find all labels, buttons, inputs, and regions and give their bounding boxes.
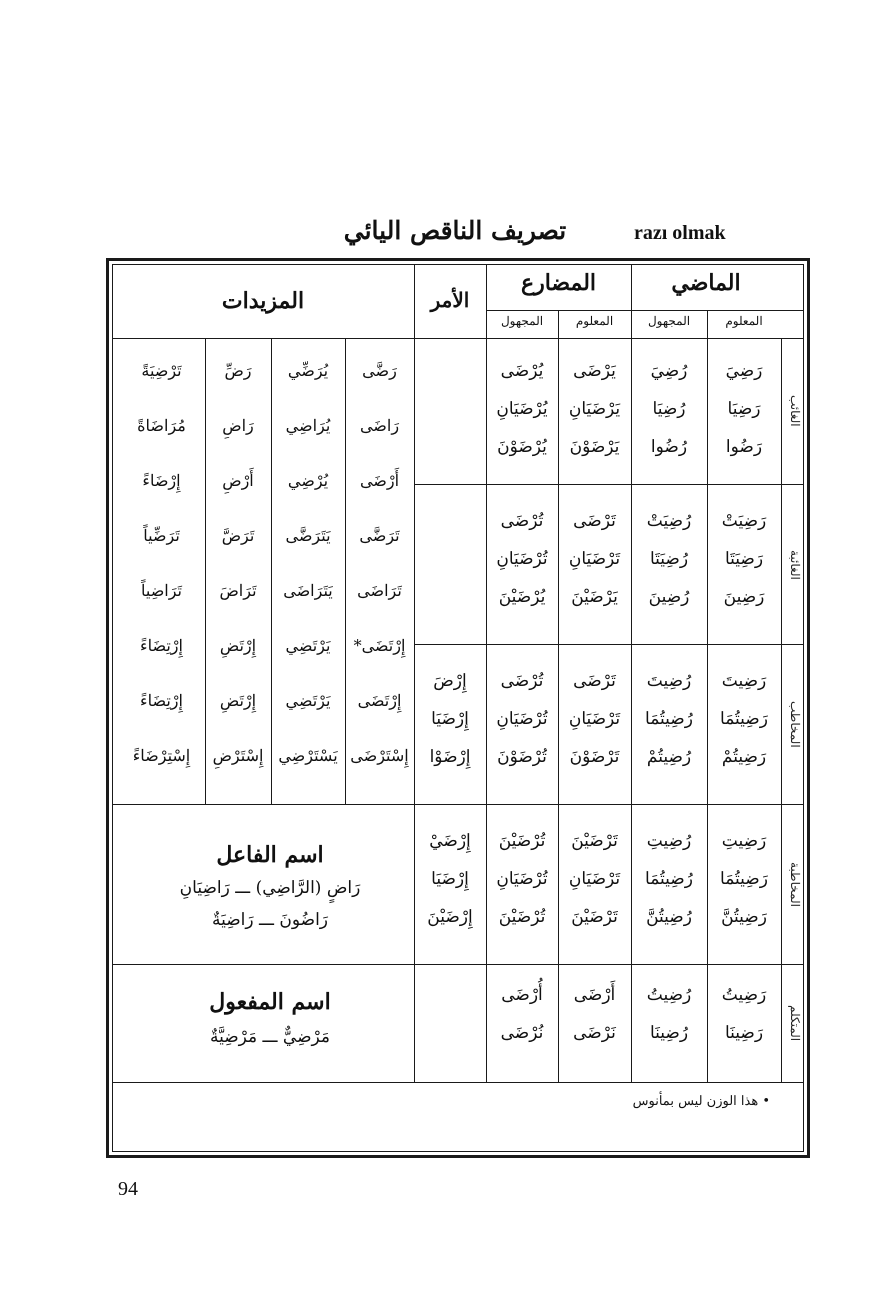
conj-cell-madi-majhul: رُضِينَا xyxy=(649,1023,689,1043)
conj-cell-madi-malum: رَضِيتُمَا xyxy=(720,869,768,889)
ism-maful-title: اسم المفعول xyxy=(209,989,331,1015)
latin-title: razı olmak xyxy=(634,222,726,244)
row-divider-2 xyxy=(414,644,804,645)
conj-cell-madi-majhul: رُضِيتَ xyxy=(646,671,692,691)
row-divider-4 xyxy=(112,964,804,965)
conj-cell-madi-majhul: رُضُوا xyxy=(650,437,688,457)
conj-cell-mudari-malum: أَرْضَى xyxy=(573,985,616,1005)
mazid-cell-col1: أَرْضَى xyxy=(359,471,400,490)
mazid-cell-col3: تَرَضَّ xyxy=(221,526,255,545)
conj-cell-mudari-malum: تَرْضَى xyxy=(573,511,616,531)
conj-cell-madi-malum: رَضِيَتَا xyxy=(724,549,764,569)
side-label-mukhatab: المخاطب xyxy=(788,701,802,748)
mazid-cell-col3: رَاضِ xyxy=(222,416,254,435)
mazid-cell-col2: يَتَرَاضَى xyxy=(283,581,333,600)
conj-cell-mudari-malum: تَرْضَيَانِ xyxy=(568,549,621,569)
conj-cell-madi-majhul: رُضِيتِ xyxy=(646,831,692,851)
mazid-cell-col3: إِرْتَضِ xyxy=(219,691,257,710)
conj-cell-madi-majhul: رُضِيتُنَّ xyxy=(646,907,692,927)
side-label-mutakallim: المتكلم xyxy=(788,1004,802,1042)
mazid-cell-col2: يُرَضِّي xyxy=(287,361,329,380)
mazid-cell-col4: إِرْتِضَاءً xyxy=(140,691,183,710)
mazid-cell-col4: إِرْضَاءً xyxy=(142,471,181,490)
conj-cell-madi-majhul: رُضِيَتَا xyxy=(649,549,689,569)
conj-cell-mudari-majhul: يُرْضَيَانِ xyxy=(496,399,548,419)
conj-cell-madi-malum: رَضِيتُ xyxy=(721,985,767,1005)
conj-cell-madi-majhul: رُضِينَ xyxy=(648,587,690,607)
header-mudari: المضارع xyxy=(520,270,597,296)
mazid-cell-col1: رَضَّى xyxy=(362,361,397,380)
mazid-cell-col3: إِرْتَضِ xyxy=(219,636,257,655)
conj-cell-mudari-malum: تَرْضَيَانِ xyxy=(568,709,621,729)
conj-cell-amr: إِرْضَوْا xyxy=(429,747,471,767)
conj-cell-madi-malum: رَضِيَتْ xyxy=(721,511,767,531)
mazid-cell-col4: تَرَضِّياً xyxy=(143,526,180,545)
conj-cell-mudari-majhul: تُرْضَيَانِ xyxy=(496,549,548,569)
subheader-mudari-malum: المعلوم xyxy=(575,314,614,328)
conj-cell-mudari-malum: تَرْضَيَانِ xyxy=(568,869,621,889)
mazid-cell-col2: يُرَاضِي xyxy=(285,416,331,435)
conj-cell-amr: إِرْضَيْنَ xyxy=(427,907,473,927)
side-label-ghaiba: الغائبة xyxy=(788,549,802,580)
header-amr: الأمر xyxy=(430,288,470,312)
mazid-cell-col2: يَرْتَضِي xyxy=(285,636,331,655)
row-divider-1 xyxy=(414,484,804,485)
conj-cell-madi-malum: رَضِيتِ xyxy=(721,831,767,851)
conj-cell-mudari-majhul: أُرْضَى xyxy=(501,985,543,1005)
row-divider-3 xyxy=(112,804,804,805)
side-label-mukhataba: المخاطبة xyxy=(788,862,802,907)
conj-cell-madi-majhul: رُضِيتُ xyxy=(646,985,692,1005)
conj-cell-madi-malum: رَضِينَا xyxy=(724,1023,764,1043)
conj-cell-madi-malum: رَضِيَا xyxy=(727,399,761,419)
conj-cell-madi-malum: رَضِيَ xyxy=(725,361,763,381)
conj-cell-mudari-malum: تَرْضَى xyxy=(573,671,616,691)
conj-cell-madi-malum: رَضِيتُمْ xyxy=(721,747,767,767)
conj-cell-mudari-majhul: يُرْضَيْنَ xyxy=(498,587,546,607)
conj-cell-mudari-malum: تَرْضَوْنَ xyxy=(569,747,620,767)
mazid-cell-col3: أَرْضِ xyxy=(222,471,254,490)
mazid-cell-col3: تَرَاضَ xyxy=(219,581,257,600)
mazid-cell-col4: إِسْتِرْضَاءً xyxy=(132,746,191,765)
conj-cell-madi-majhul: رُضِيَا xyxy=(652,399,686,419)
conj-cell-mudari-majhul: تُرْضَيَانِ xyxy=(496,709,548,729)
conj-cell-mudari-malum: تَرْضَيْنَ xyxy=(571,831,618,851)
conj-cell-mudari-malum: يَرْضَيَانِ xyxy=(568,399,621,419)
conj-cell-madi-majhul: رُضِيتُمَا xyxy=(645,709,693,729)
mazid-cell-col1: إِسْتَرْضَى xyxy=(350,746,409,765)
subheader-line xyxy=(486,310,804,311)
subheader-mudari-majhul: المجهول xyxy=(500,314,544,328)
mazid-cell-col1: إِرْتَضَى* xyxy=(353,636,406,655)
conj-cell-mudari-majhul: يُرْضَوْنَ xyxy=(497,437,547,457)
mazid-cell-col4: تَرَاضِياً xyxy=(140,581,182,600)
mazid-cell-col1: تَرَضَّى xyxy=(359,526,400,545)
conj-cell-madi-malum: رَضِيتَ xyxy=(721,671,767,691)
ism-fail-block xyxy=(140,838,400,936)
conj-cell-mudari-majhul: تُرْضَى xyxy=(500,671,544,691)
page-title: تصريف الناقص اليائي xyxy=(343,216,567,245)
mazid-cell-col4: مُرَاضَاةً xyxy=(137,416,186,435)
header-madi: الماضي xyxy=(671,270,741,296)
mazid-cell-col2: يُرْضِي xyxy=(287,471,329,490)
conj-cell-madi-malum: رَضِينَ xyxy=(723,587,765,607)
mazid-cell-col4: تَرْضِيَةً xyxy=(141,361,182,380)
conj-cell-mudari-malum: يَرْضَوْنَ xyxy=(569,437,620,457)
mazid-cell-col1: إِرْتَضَى xyxy=(357,691,402,710)
conj-cell-mudari-majhul: تُرْضَيْنَ xyxy=(498,831,546,851)
conj-cell-mudari-majhul: تُرْضَوْنَ xyxy=(497,747,547,767)
ism-fail-line1: رَاضٍ (الرَّاضِي) ـــ رَاضِيَانِ xyxy=(179,878,361,898)
conj-cell-mudari-malum: يَرْضَيْنَ xyxy=(571,587,618,607)
mazid-cell-col4: إِرْتِضَاءً xyxy=(140,636,183,655)
ism-maful-block xyxy=(140,984,400,1054)
ism-maful-line1: مَرْضِيٌّ ـــ مَرْضِيَّةٌ xyxy=(209,1027,330,1047)
mazid-cell-col2: يَرْتَضِي xyxy=(285,691,331,710)
conj-cell-amr: إِرْضَيْ xyxy=(429,831,471,851)
conj-cell-madi-majhul: رُضِيَتْ xyxy=(646,511,692,531)
header-bottom-line xyxy=(112,338,804,339)
row-divider-5 xyxy=(112,1082,804,1083)
ism-fail-title: اسم الفاعل xyxy=(216,842,324,868)
conj-cell-mudari-malum: نَرْضَى xyxy=(573,1023,616,1043)
conj-cell-mudari-malum: يَرْضَى xyxy=(573,361,616,381)
header-mazidat: المزيدات xyxy=(221,288,305,314)
conj-cell-mudari-majhul: تُرْضَى xyxy=(500,511,544,531)
conj-cell-madi-malum: رَضِيتُمَا xyxy=(720,709,768,729)
divider-side-labels xyxy=(781,338,782,1082)
ism-fail-line2: رَاضُونَ ـــ رَاضِيَةٌ xyxy=(212,910,328,930)
footnote: • هذا الوزن ليس بمأنوس xyxy=(632,1094,770,1109)
conj-cell-amr: إِرْضَيَا xyxy=(431,709,469,729)
mazid-cell-col1: رَاضَى xyxy=(359,416,400,435)
mazid-cell-col2: يَسْتَرْضِي xyxy=(278,746,338,765)
conj-cell-mudari-majhul: نُرْضَى xyxy=(500,1023,544,1043)
subheader-madi-majhul: المجهول xyxy=(647,314,691,328)
conj-cell-mudari-majhul: يُرْضَى xyxy=(500,361,544,381)
mazid-cell-col1: تَرَاضَى xyxy=(357,581,402,600)
mazid-cell-col2: يَتَرَضَّى xyxy=(285,526,331,545)
conj-cell-madi-majhul: رُضِيتُمْ xyxy=(646,747,692,767)
mazid-cell-col3: رَضِّ xyxy=(224,361,252,380)
conj-cell-mudari-majhul: تُرْضَيْنَ xyxy=(498,907,546,927)
conj-cell-mudari-malum: تَرْضَيْنَ xyxy=(571,907,618,927)
conj-cell-madi-majhul: رُضِيَ xyxy=(650,361,688,381)
conj-cell-mudari-majhul: تُرْضَيَانِ xyxy=(496,869,548,889)
subheader-madi-malum: المعلوم xyxy=(725,314,763,328)
conj-cell-amr: إِرْضَ xyxy=(433,671,467,691)
conj-cell-madi-malum: رَضُوا xyxy=(725,437,763,457)
side-label-ghaib: الغائب xyxy=(788,395,802,427)
conj-cell-amr: إِرْضَيَا xyxy=(431,869,469,889)
mazid-cell-col3: إِسْتَرْضِ xyxy=(212,746,264,765)
page-number: 94 xyxy=(118,1178,138,1200)
conj-cell-madi-majhul: رُضِيتُمَا xyxy=(645,869,693,889)
conj-cell-madi-malum: رَضِيتُنَّ xyxy=(721,907,767,927)
